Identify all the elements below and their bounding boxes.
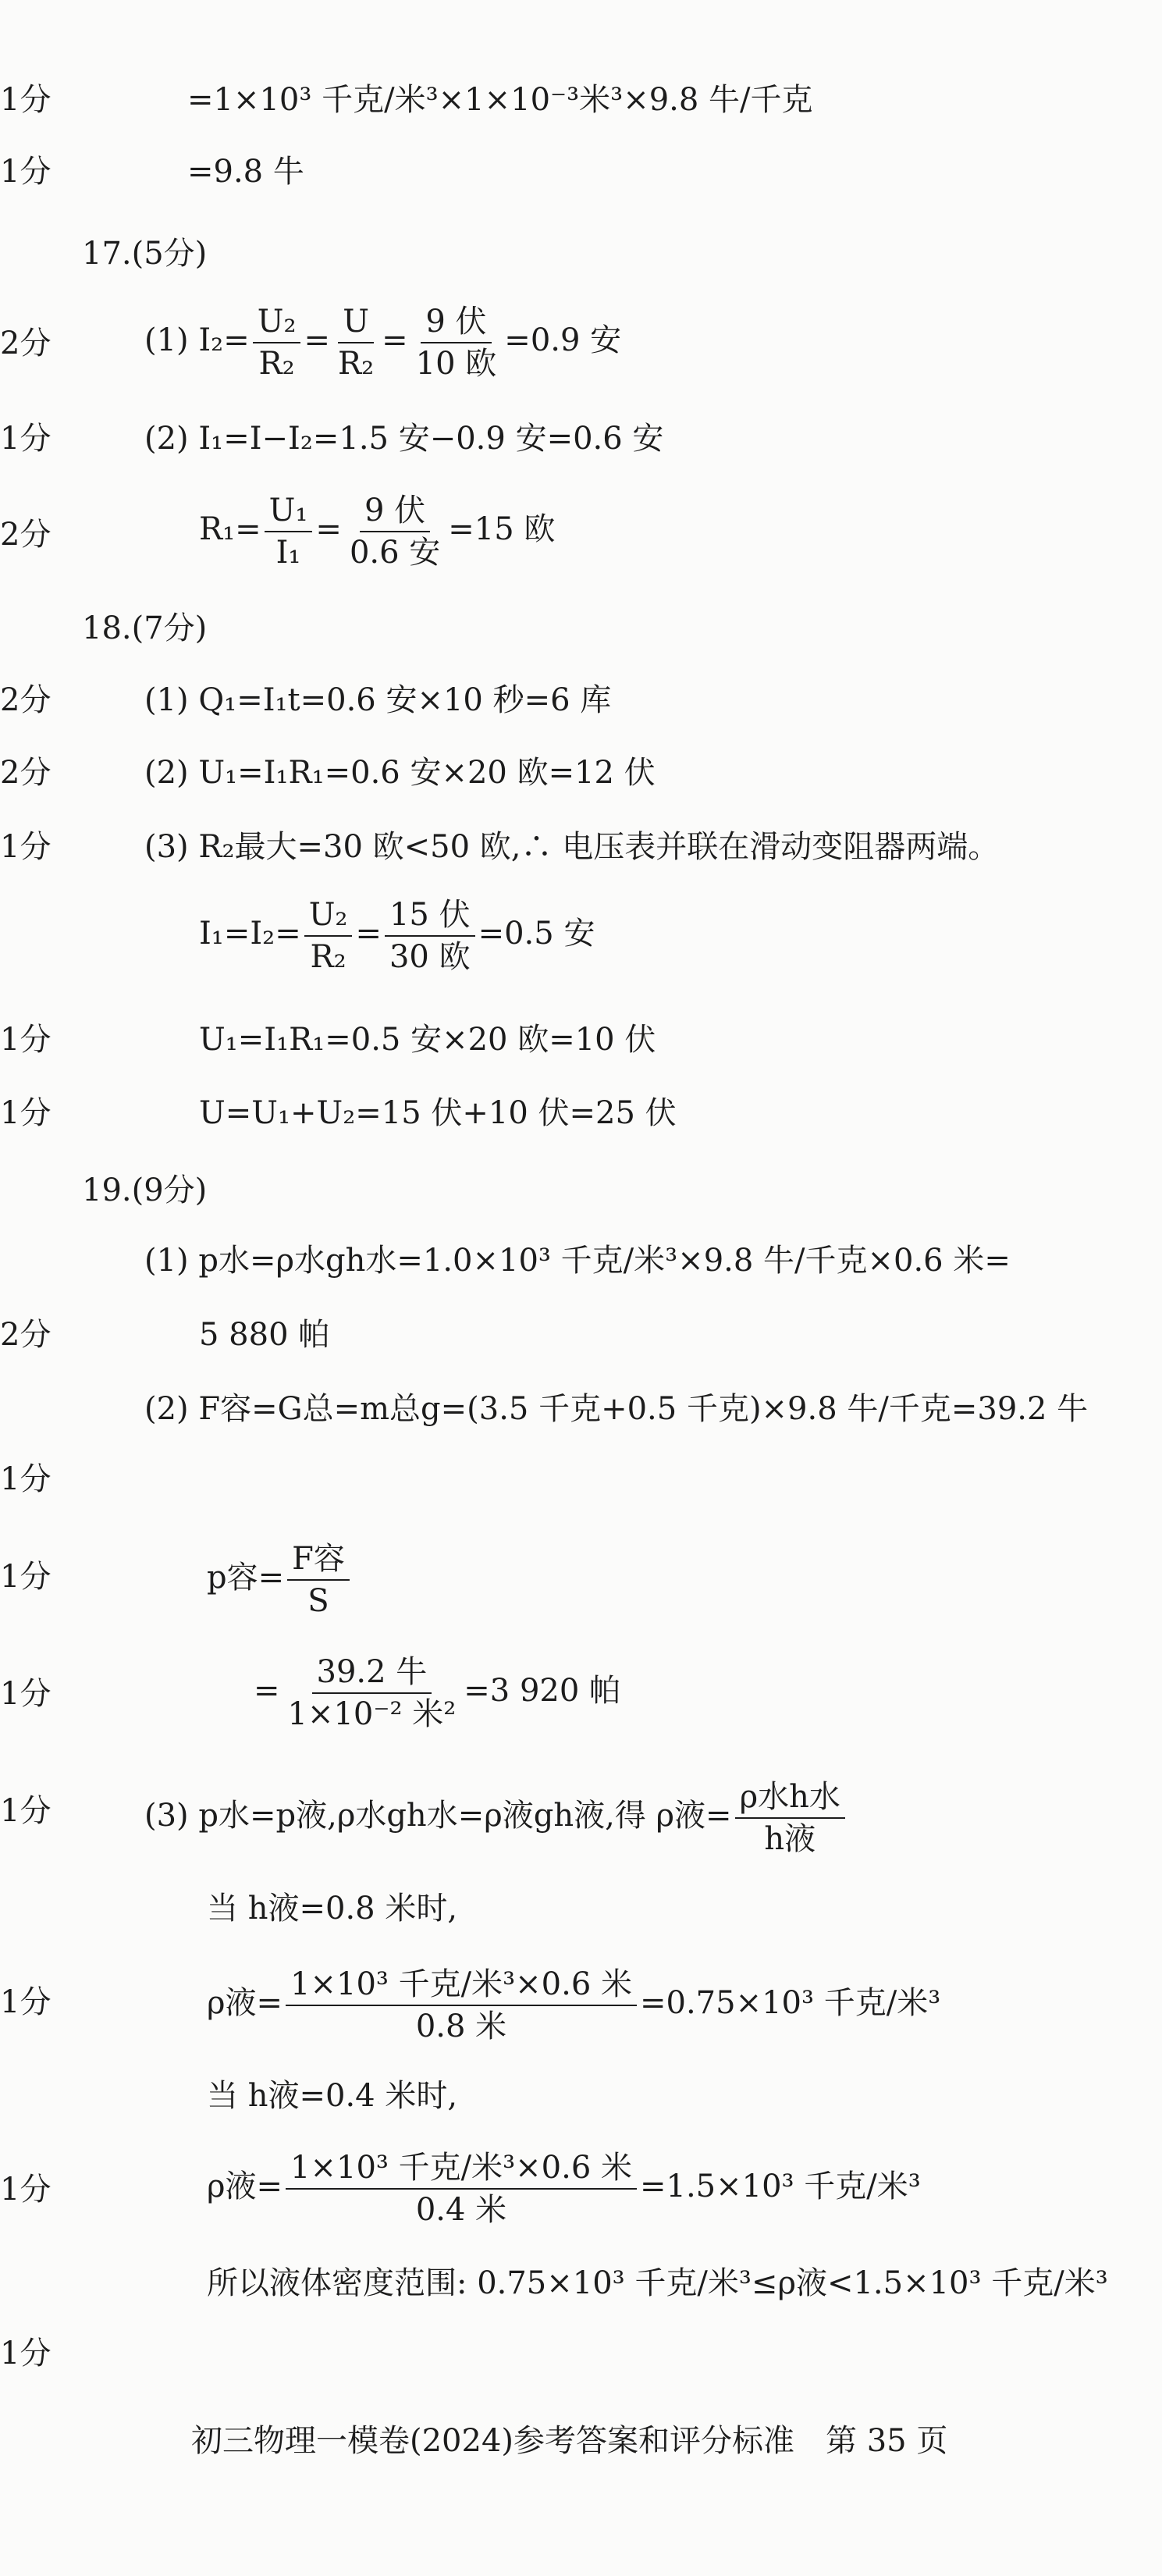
answer-line: 5 880 帕 [199,1317,330,1353]
score: 1分 [0,1095,52,1131]
score: 1分 [0,1676,52,1712]
line-text: I₁=I₂= [199,916,301,952]
fraction: $\frac{\text{U₂}}{\text{R₂}}$ [304,898,353,974]
answer-line: (1) I₂= $\frac{\text{U₂}}{\text{R₂}}$ = $\frac{U}{\text{R₂}}$ = $\frac{\text{9 伏}}{\text{10 欧}}$ =0.9 安 [144,304,622,382]
score: 1分 [0,1793,52,1829]
line-text: p容= [207,1560,285,1596]
line-text: (3) p水=p液,ρ水gh水=ρ液gh液,得 ρ液= [144,1798,732,1834]
score: 1分 [0,2336,52,2371]
answer-line: (2) I₁=I−I₂=1.5 安−0.9 安=0.6 安 [144,421,664,457]
question-heading: 18.(7分) [82,610,208,646]
fraction: $\frac{\text{1×10³ 千克/米³×0.6 米}}{\text{0.8 米}}$ [286,1967,637,2044]
score: 1分 [0,829,52,865]
fraction: $\frac{\text{1×10³ 千克/米³×0.6 米}}{\text{0.4 米}}$ [286,2151,637,2227]
answer-line: (2) U₁=I₁R₁=0.6 安×20 欧=12 伏 [144,755,656,791]
line-text: =0.9 安 [504,322,622,358]
line-text: =3 920 帕 [464,1673,621,1709]
line-text: =1.5×10³ 千克/米³ [640,2169,921,2204]
question-heading: 19.(9分) [82,1172,208,1208]
line-text: ρ液= [207,2169,283,2204]
line-text: = [254,1673,280,1709]
score: 1分 [0,2172,52,2208]
line-text: ρ液= [207,1985,283,2021]
fraction: $\frac{\text{F容}}{S}$ [287,1542,350,1618]
answer-line: (1) Q₁=I₁t=0.6 安×10 秒=6 库 [144,682,612,718]
score: 2分 [0,326,52,361]
fraction: $\frac{\text{U₂}}{\text{R₂}}$ [253,304,301,381]
answer-line: 所以液体密度范围: 0.75×10³ 千克/米³≤ρ液<1.5×10³ 千克/米³ [207,2265,1108,2301]
score: 1分 [0,1559,52,1595]
answer-line: U₁=I₁R₁=0.5 安×20 欧=10 伏 [199,1022,656,1058]
fraction: $\frac{U}{\text{R₂}}$ [338,304,375,382]
score: 1分 [0,82,52,118]
fraction: $\frac{\text{U₁}}{\text{I₁}}$ [265,493,313,570]
score: 2分 [0,755,52,791]
score: 2分 [0,517,52,553]
score: 1分 [0,1984,52,2020]
answer-line: 当 h液=0.8 米时, [207,1891,458,1927]
line-text: =0.5 安 [478,916,595,952]
line-text: (1) I₂= [144,322,250,358]
answer-line: (3) R₂最大=30 欧<50 欧,∴ 电压表并联在滑动变阻器两端。 [144,829,1000,865]
answer-line: 当 h液=0.4 米时, [207,2078,458,2114]
page-footer: 初三物理一模卷(2024)参考答案和评分标准 第 35 页 [191,2423,948,2459]
answer-line: =9.8 牛 [187,154,304,190]
answer-line: (1) p水=ρ水gh水=1.0×10³ 千克/米³×9.8 牛/千克×0.6 米= [144,1243,1011,1279]
line-text: =15 欧 [448,511,556,547]
answer-line: U=U₁+U₂=15 伏+10 伏=25 伏 [199,1095,677,1131]
fraction: $\frac{\text{9 伏}}{\text{10 欧}}$ [415,304,497,382]
fraction: $\frac{\text{ρ水h水}}{\text{h液}}$ [735,1780,845,1856]
answer-line: (2) F容=G总=m总g=(3.5 千克+0.5 千克)×9.8 牛/千克=39.2 牛 [144,1391,1089,1427]
score: 2分 [0,682,52,718]
score: 1分 [0,1461,52,1497]
fraction: $\frac{\text{9 伏}}{\text{0.6 安}}$ [349,493,441,571]
score: 1分 [0,421,52,457]
fraction: $\frac{\text{39.2 牛}}{\text{1×10⁻² 米²}}$ [287,1654,457,1732]
answer-line: =1×10³ 千克/米³×1×10⁻³米³×9.8 牛/千克 [187,82,813,118]
score: 2分 [0,1317,52,1353]
score: 1分 [0,1022,52,1058]
answer-line: R₁= $\frac{\text{U₁}}{\text{I₁}}$ = $\frac{\text{9 伏}}{\text{0.6 安}}$ =15 欧 [199,493,556,571]
line-text: R₁= [199,511,261,547]
answer-line: I₁=I₂= $\frac{\text{U₂}}{\text{R₂}}$ = $\frac{\text{15 伏}}{\text{30 欧}}$ =0.5 安 [199,897,595,975]
fraction: $\frac{\text{15 伏}}{\text{30 欧}}$ [385,898,475,974]
line-text: =0.75×10³ 千克/米³ [640,1985,941,2021]
score: 1分 [0,154,52,190]
question-heading: 17.(5分) [82,236,208,272]
